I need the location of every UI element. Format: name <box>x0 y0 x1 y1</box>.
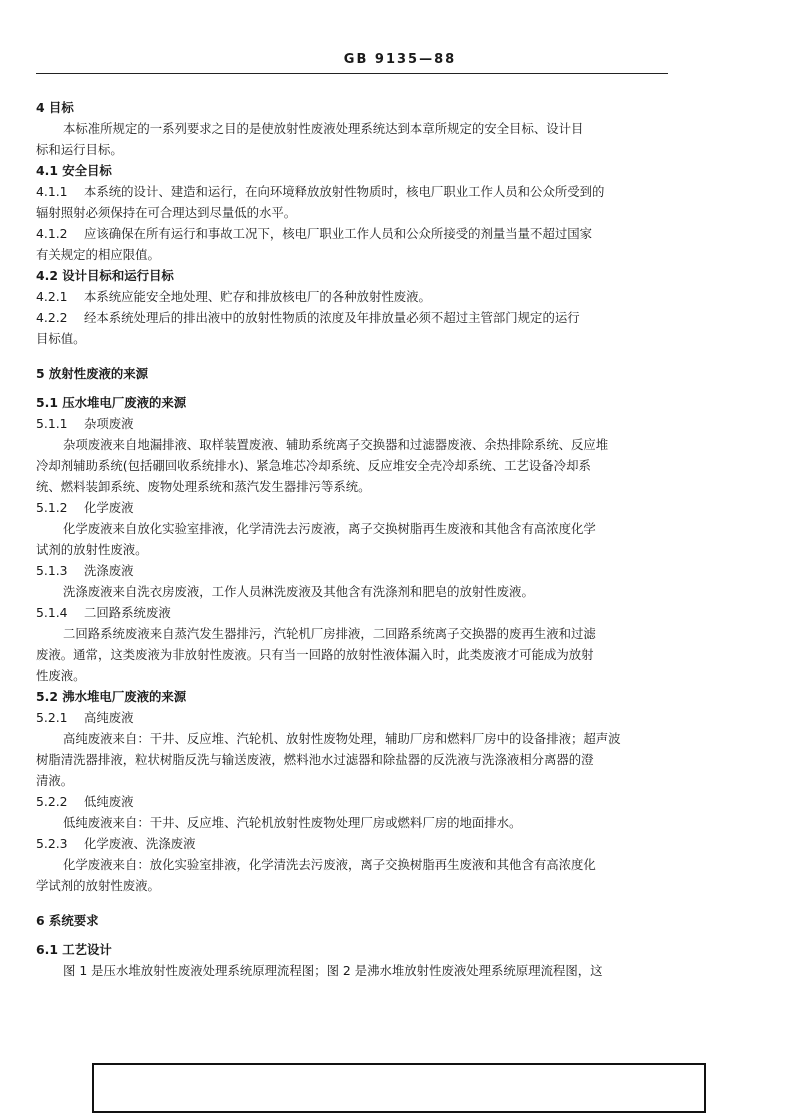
paragraph-line: 学试剂的放射性废液。 <box>36 878 160 893</box>
subsection-5-2-heading: 5.2 沸水堆电厂废液的来源 <box>36 689 187 704</box>
clause-number: 5.2.1 <box>36 710 68 725</box>
clause-title: 高纯废液 <box>84 710 134 725</box>
paragraph-line: 本系统的设计、建造和运行，在向环境释放放射性物质时，核电厂职业工作人员和公众所受到的 <box>84 184 605 199</box>
paragraph-line: 化学废液来自放化实验室排液，化学清洗去污废液，离子交换树脂再生废液和其他含有高浓度化学 <box>63 521 596 536</box>
clause-number: 4.1.1 <box>36 184 68 199</box>
paragraph-line: 应该确保在所有运行和事故工况下，核电厂职业工作人员和公众所接受的剂量当量不超过国家 <box>84 226 593 241</box>
paragraph-line: 统、燃料装卸系统、废物处理系统和蒸汽发生器排污等系统。 <box>36 479 371 494</box>
paragraph-line: 试剂的放射性废液。 <box>36 542 148 557</box>
clause-title: 低纯废液 <box>84 794 134 809</box>
paragraph-line: 辐射照射必须保持在可合理达到尽量低的水平。 <box>36 205 297 220</box>
paragraph-line: 杂项废液来自地漏排液、取样装置废液、辅助系统离子交换器和过滤器废液、余热排除系统、反应堆 <box>63 437 609 452</box>
paragraph-line: 化学废液来自：放化实验室排液，化学清洗去污废液，离子交换树脂再生废液和其他含有高浓度化 <box>63 857 596 872</box>
paragraph-line: 目标值。 <box>36 331 86 346</box>
clause-title: 二回路系统废液 <box>84 605 171 620</box>
section-4-heading: 4 目标 <box>36 100 74 115</box>
clause-title: 化学废液、洗涤废液 <box>84 836 196 851</box>
paragraph-line: 本标准所规定的一系列要求之目的是使放射性废液处理系统达到本章所规定的安全目标、设计目 <box>63 121 584 136</box>
subsection-5-1-heading: 5.1 压水堆电厂废液的来源 <box>36 395 187 410</box>
paragraph-line: 废液。通常，这类废液为非放射性废液。只有当一回路的放射性液体漏入时，此类废液才可能成为放射 <box>36 647 594 662</box>
paragraph-line: 本系统应能安全地处理、贮存和排放核电厂的各种放射性废液。 <box>84 289 431 304</box>
clause-number: 5.2.2 <box>36 794 68 809</box>
clause-number: 5.2.3 <box>36 836 68 851</box>
clause-title: 化学废液 <box>84 500 134 515</box>
header-rule <box>36 73 668 74</box>
paragraph-line: 有关规定的相应限值。 <box>36 247 160 262</box>
clause-number: 5.1.4 <box>36 605 68 620</box>
paragraph-line: 洗涤废液来自洗衣房废液，工作人员淋洗废液及其他含有洗涤剂和肥皂的放射性废液。 <box>63 584 534 599</box>
paragraph-line: 图 1 是压水堆放射性废液处理系统原理流程图；图 2 是沸水堆放射性废液处理系统原理流程图，这 <box>63 963 603 978</box>
document-body <box>36 97 670 981</box>
paragraph-line: 标和运行目标。 <box>36 142 123 157</box>
paragraph-line: 高纯废液来自：干井、反应堆、汽轮机、放射性废物处理，辅助厂房和燃料厂房中的设备排液；超声波 <box>63 731 621 746</box>
clause-number: 5.1.1 <box>36 416 68 431</box>
section-6-heading: 6 系统要求 <box>36 913 99 928</box>
paragraph-line: 二回路系统废液来自蒸汽发生器排污，汽轮机厂房排液，二回路系统离子交换器的废再生液和过滤 <box>63 626 596 641</box>
clause-number: 4.2.1 <box>36 289 68 304</box>
subsection-4-1-heading: 4.1 安全目标 <box>36 163 112 178</box>
clause-number: 4.2.2 <box>36 310 68 325</box>
clause-number: 5.1.3 <box>36 563 68 578</box>
paragraph-line: 性废液。 <box>36 668 86 683</box>
clause-title: 洗涤废液 <box>84 563 134 578</box>
section-5-heading: 5 放射性废液的来源 <box>36 366 149 381</box>
subsection-4-2-heading: 4.2 设计目标和运行目标 <box>36 268 174 283</box>
paragraph-line: 树脂清洗器排液，粒状树脂反洗与输送废液，燃料池水过滤器和除盐器的反洗液与洗涤液相分离器的澄 <box>36 752 594 767</box>
paragraph-line: 清液。 <box>36 773 74 788</box>
clause-number: 4.1.2 <box>36 226 68 241</box>
clause-title: 杂项废液 <box>84 416 134 431</box>
document-header: GB 9135—88 <box>343 52 457 67</box>
subsection-6-1-heading: 6.1 工艺设计 <box>36 942 112 957</box>
paragraph-line: 经本系统处理后的排出液中的放射性物质的浓度及年排放量必须不超过主管部门规定的运行 <box>84 310 580 325</box>
paragraph-line: 冷却剂辅助系统(包括硼回收系统排水)、紧急堆芯冷却系统、反应堆安全壳冷却系统、工艺设备冷却系 <box>36 458 591 473</box>
figure-frame <box>92 1063 706 1113</box>
paragraph-line: 低纯废液来自：干井、反应堆、汽轮机放射性废物处理厂房或燃料厂房的地面排水。 <box>63 815 522 830</box>
clause-number: 5.1.2 <box>36 500 68 515</box>
